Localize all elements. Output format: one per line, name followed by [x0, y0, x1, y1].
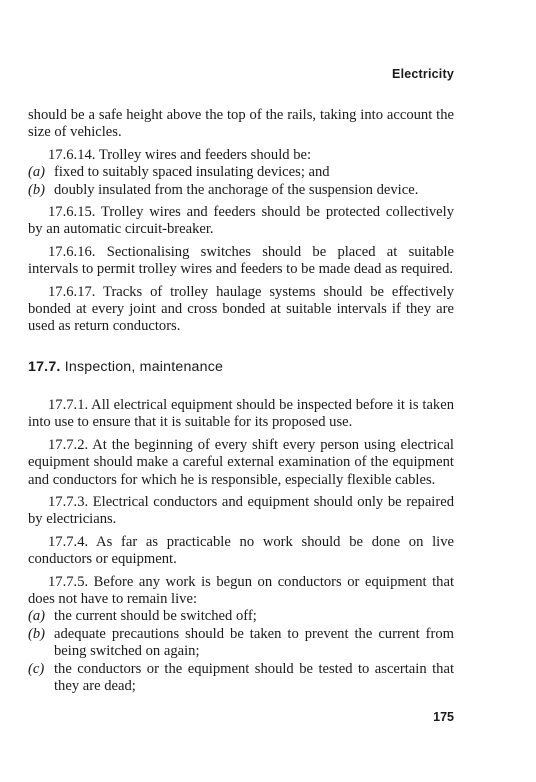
list-marker: (a) [28, 608, 46, 625]
paragraph-17-6-17: 17.6.17. Tracks of trolley haulage systems should be effectively bonded at every joint and cross bonded at suitable intervals if they are used as return conductors. [28, 283, 454, 335]
list-marker: (b) [28, 181, 46, 198]
list-item-text: the current should be switched off; [54, 608, 257, 625]
running-header: Electricity [392, 67, 454, 81]
text-block-17-7 [28, 397, 454, 696]
paragraph-17-6-14: 17.6.14. Trolley wires and feeders should be: [48, 146, 312, 163]
section-title: Inspection, maintenance [64, 359, 224, 375]
continuation-paragraph: should be a safe height above the top of the rails, taking into account the size of vehicles. [28, 107, 454, 141]
list-marker: (b) [28, 625, 46, 642]
list-item [28, 661, 454, 696]
list-item-text: the conductors or the equipment should be tested to ascertain that they are dead; [54, 660, 454, 695]
paragraph-17-7-3: 17.7.3. Electrical conductors and equipment should only be repaired by electricians. [28, 494, 454, 528]
paragraph-17-7-5: 17.7.5. Before any work is begun on conductors or equipment that does not have to remain live: [28, 573, 454, 608]
section-number: 17.7. [28, 359, 61, 375]
list-item [28, 608, 454, 625]
section-heading [28, 359, 223, 375]
list-marker: (c) [28, 660, 45, 677]
paragraph-17-6-15: 17.6.15. Trolley wires and feeders should be protected collectively by an automatic circuit-breaker. [28, 204, 454, 238]
list-item-text: doubly insulated from the anchorage of the suspension device. [54, 181, 419, 198]
page-number: 175 [433, 710, 454, 724]
paragraph-17-6-16: 17.6.16. Sectionalising switches should be placed at suitable intervals to permit trolley wires and feeders to be made dead as required. [28, 243, 454, 278]
list-marker: (a) [28, 164, 46, 181]
list-item [28, 182, 454, 199]
list-item [28, 626, 454, 661]
paragraph-17-7-4: 17.7.4. As far as practicable no work should be done on live conductors or equipment. [28, 533, 454, 568]
list-item-text: adequate precautions should be taken to prevent the current from being switched on again; [54, 625, 454, 660]
paragraph-17-7-1: 17.7.1. All electrical equipment should be inspected before it is taken into use to ensure that it is suitable for its proposed use. [28, 397, 454, 431]
list-item-text: fixed to suitably spaced insulating devices; and [54, 164, 330, 181]
paragraph-17-7-2: 17.7.2. At the beginning of every shift every person using electrical equipment should make a careful external examination of the equipment and conductors for which he is responsible, especially flexible cables. [28, 436, 454, 488]
list-item [28, 164, 454, 181]
text-block-17-6 [28, 107, 454, 336]
